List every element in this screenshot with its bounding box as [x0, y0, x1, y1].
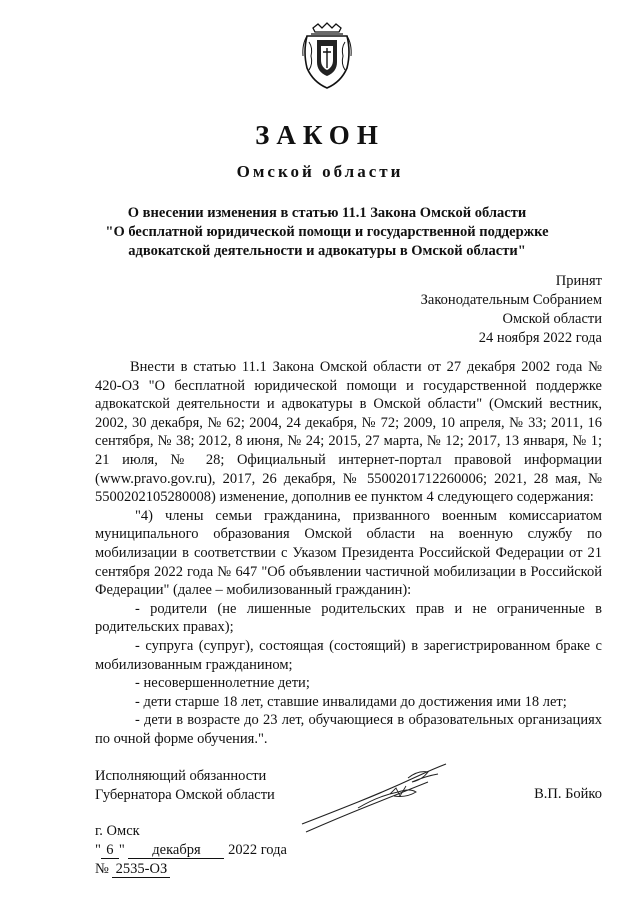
quote-open: "	[95, 842, 101, 858]
coat-of-arms-emblem	[301, 22, 353, 90]
number-label: №	[95, 861, 109, 877]
adopted-by-region: Омской области	[502, 311, 602, 327]
place-of-signing: г. Омск	[95, 823, 140, 839]
law-heading-line-1: О внесении изменения в статью 11.1 Закона Омской области	[127, 205, 527, 221]
law-heading-line-2: "О бесплатной юридической помощи и государственной поддержке	[105, 224, 549, 240]
signatory-position-line-1: Исполняющий обязанности	[95, 768, 267, 784]
law-number	[95, 860, 287, 879]
adopted-date: 24 ноября 2022 года	[478, 330, 602, 346]
signatory-name: В.П. Бойко	[534, 786, 602, 802]
document-footer	[95, 822, 287, 879]
adopted-label: Принят	[555, 273, 602, 289]
law-heading	[60, 204, 594, 261]
law-body	[95, 358, 602, 748]
list-item: - несовершеннолетние дети;	[135, 675, 310, 692]
quote-close: "	[118, 842, 125, 858]
handwritten-signature	[298, 758, 448, 838]
list-item: - родители (не лишенные родительских прав и не ограниченные в родительских правах);	[95, 600, 602, 636]
document-subtitle: Омской области	[236, 162, 404, 181]
list-item: - супруга (супруг), состоящая (состоящий) в зарегистрированном браке с мобилизованным гражданином;	[95, 637, 602, 673]
signatory-position	[95, 767, 275, 805]
signing-year: 2022 года	[228, 842, 287, 858]
list-item: - дети старше 18 лет, ставшие инвалидами до достижения ими 18 лет;	[135, 693, 567, 710]
law-number-value: 2535-ОЗ	[112, 861, 170, 878]
adoption-block	[421, 272, 602, 348]
signing-month: декабря	[128, 842, 224, 859]
body-item-4: "4) члены семьи гражданина, призванного военным комиссариатом муниципального образования Омской области на военную службу по мобилизации в соответствии с Указом Президента Российской Федерации от 21 сентября 2022 года № 647 "Об объявлении частичной мобилизации в Российской Федерации" (далее – мобилизованный гражданин):	[95, 507, 602, 599]
document-title: ЗАКОН	[255, 120, 385, 150]
body-intro-paragraph: Внести в статью 11.1 Закона Омской области от 27 декабря 2002 года № 420-ОЗ "О бесплатной юридической помощи и государственной поддержке адвокатской деятельности и адвокатуры в Омской области" (Омский вестник, 2002, 30 декабря, № 62; 2004, 24 декабря, № 72; 2009, 10 апреля, № 33; 2011, 16 сентября, № 38; 2012, 8 июня, № 24; 2015, 27 марта, № 12; 2017, 13 января, № 1; 21 июля, № 28; Официальный интернет-портал правовой информации (www.pravo.gov.ru), 2017, 26 декабря, № 5500201712260006; 2021, 28 мая, № 5500202105280008) изменение, дополнив ее пунктом 4 следующего содержания:	[95, 359, 602, 506]
signing-date	[95, 841, 287, 860]
adopted-by: Законодательным Собранием	[420, 292, 602, 308]
signing-day: 6	[101, 842, 119, 859]
list-item: - дети в возрасте до 23 лет, обучающиеся в образовательных организациях по очной форме обучения.".	[95, 712, 602, 747]
law-heading-line-3: адвокатской деятельности и адвокатуры в Омской области"	[128, 243, 526, 259]
signatory-position-line-2: Губернатора Омской области	[95, 787, 275, 803]
